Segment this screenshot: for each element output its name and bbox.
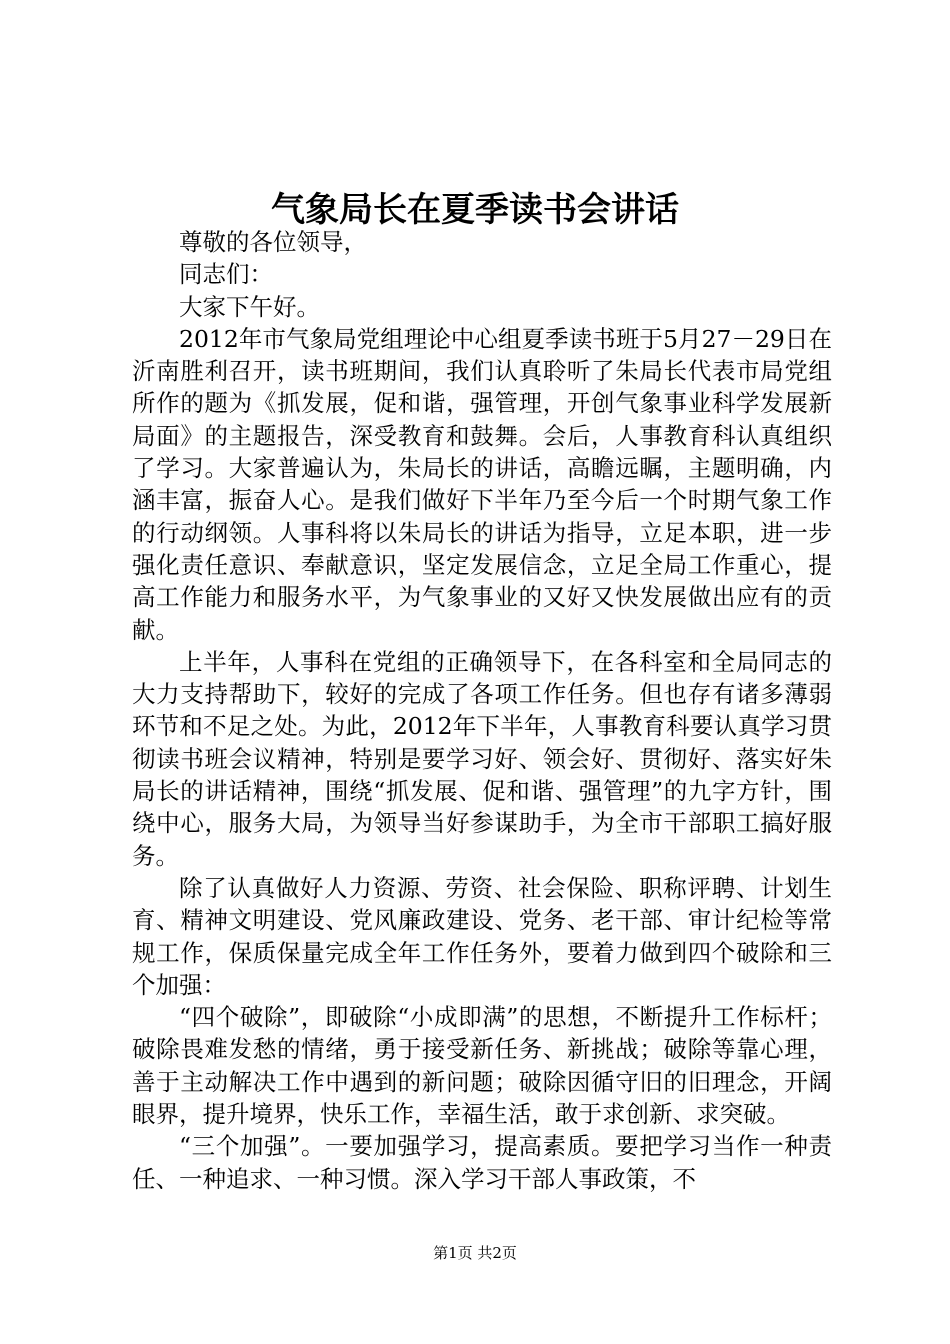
salutation-line: 同志们： (179, 260, 273, 289)
body-paragraph: 2012年市气象局党组理论中心组夏季读书班于5月27－29日在沂南胜利召开，读书班期间，我们认真聆听了朱局长代表市局党组所作的题为《抓发展，促和谐，强管理，开创气象事业科学发展新局面》的主题报告，深受教育和鼓舞。会后，人事教育科认真组织了学习。大家普遍认为，朱局长的讲话，高瞻远瞩，主题明确，内涵丰富，振奋人心。是我们做好下半年乃至今后一个时期气象工作的行动纲领。人事科将以朱局长的讲话为指导，立足本职，进一步强化责任意识、奉献意识，坚定发展信念，立足全局工作重心，提高工作能力和服务水平，为气象事业的又好又快发展做出应有的贡献。 (132, 324, 832, 644)
document-title: 气象局长在夏季读书会讲话 (271, 190, 679, 230)
body-paragraph: 上半年，人事科在党组的正确领导下，在各科室和全局同志的大力支持帮助下，较好的完成了各项工作任务。但也存有诸多薄弱环节和不足之处。为此，2012年下半年，人事教育科要认真学习贯彻读书班会议精神，特别是要学习好、领会好、贯彻好、落实好朱局长的讲话精神，围绕“抓发展、促和谐、强管理”的九字方针，围绕中心，服务大局，为领导当好参谋助手，为全市干部职工搞好服务。 (132, 647, 832, 870)
greeting-line: 大家下午好。 (179, 292, 320, 321)
page-number-footer: 第1页 共2页 (433, 1244, 517, 1262)
salutation-line: 尊敬的各位领导， (179, 228, 367, 256)
body-paragraph: “四个破除”，即破除“小成即满”的思想，不断提升工作标杆；破除畏难发愁的情绪，勇于接受新任务、新挑战；破除等靠心理，善于主动解决工作中遇到的新问题；破除因循守旧的旧理念，开阔眼界，提升境界，快乐工作，幸福生活，敢于求创新、求突破。 (132, 1003, 832, 1129)
body-paragraph: 除了认真做好人力资源、劳资、社会保险、职称评聘、计划生育、精神文明建设、党风廉政建设、党务、老干部、审计纪检等常规工作，保质保量完成全年工作任务外，要着力做到四个破除和三个加强： (132, 873, 832, 999)
document-body (132, 226, 832, 1195)
body-paragraph: “三个加强”。一要加强学习，提高素质。要把学习当作一种责任、一种追求、一种习惯。深入学习干部人事政策，不 (132, 1132, 832, 1193)
